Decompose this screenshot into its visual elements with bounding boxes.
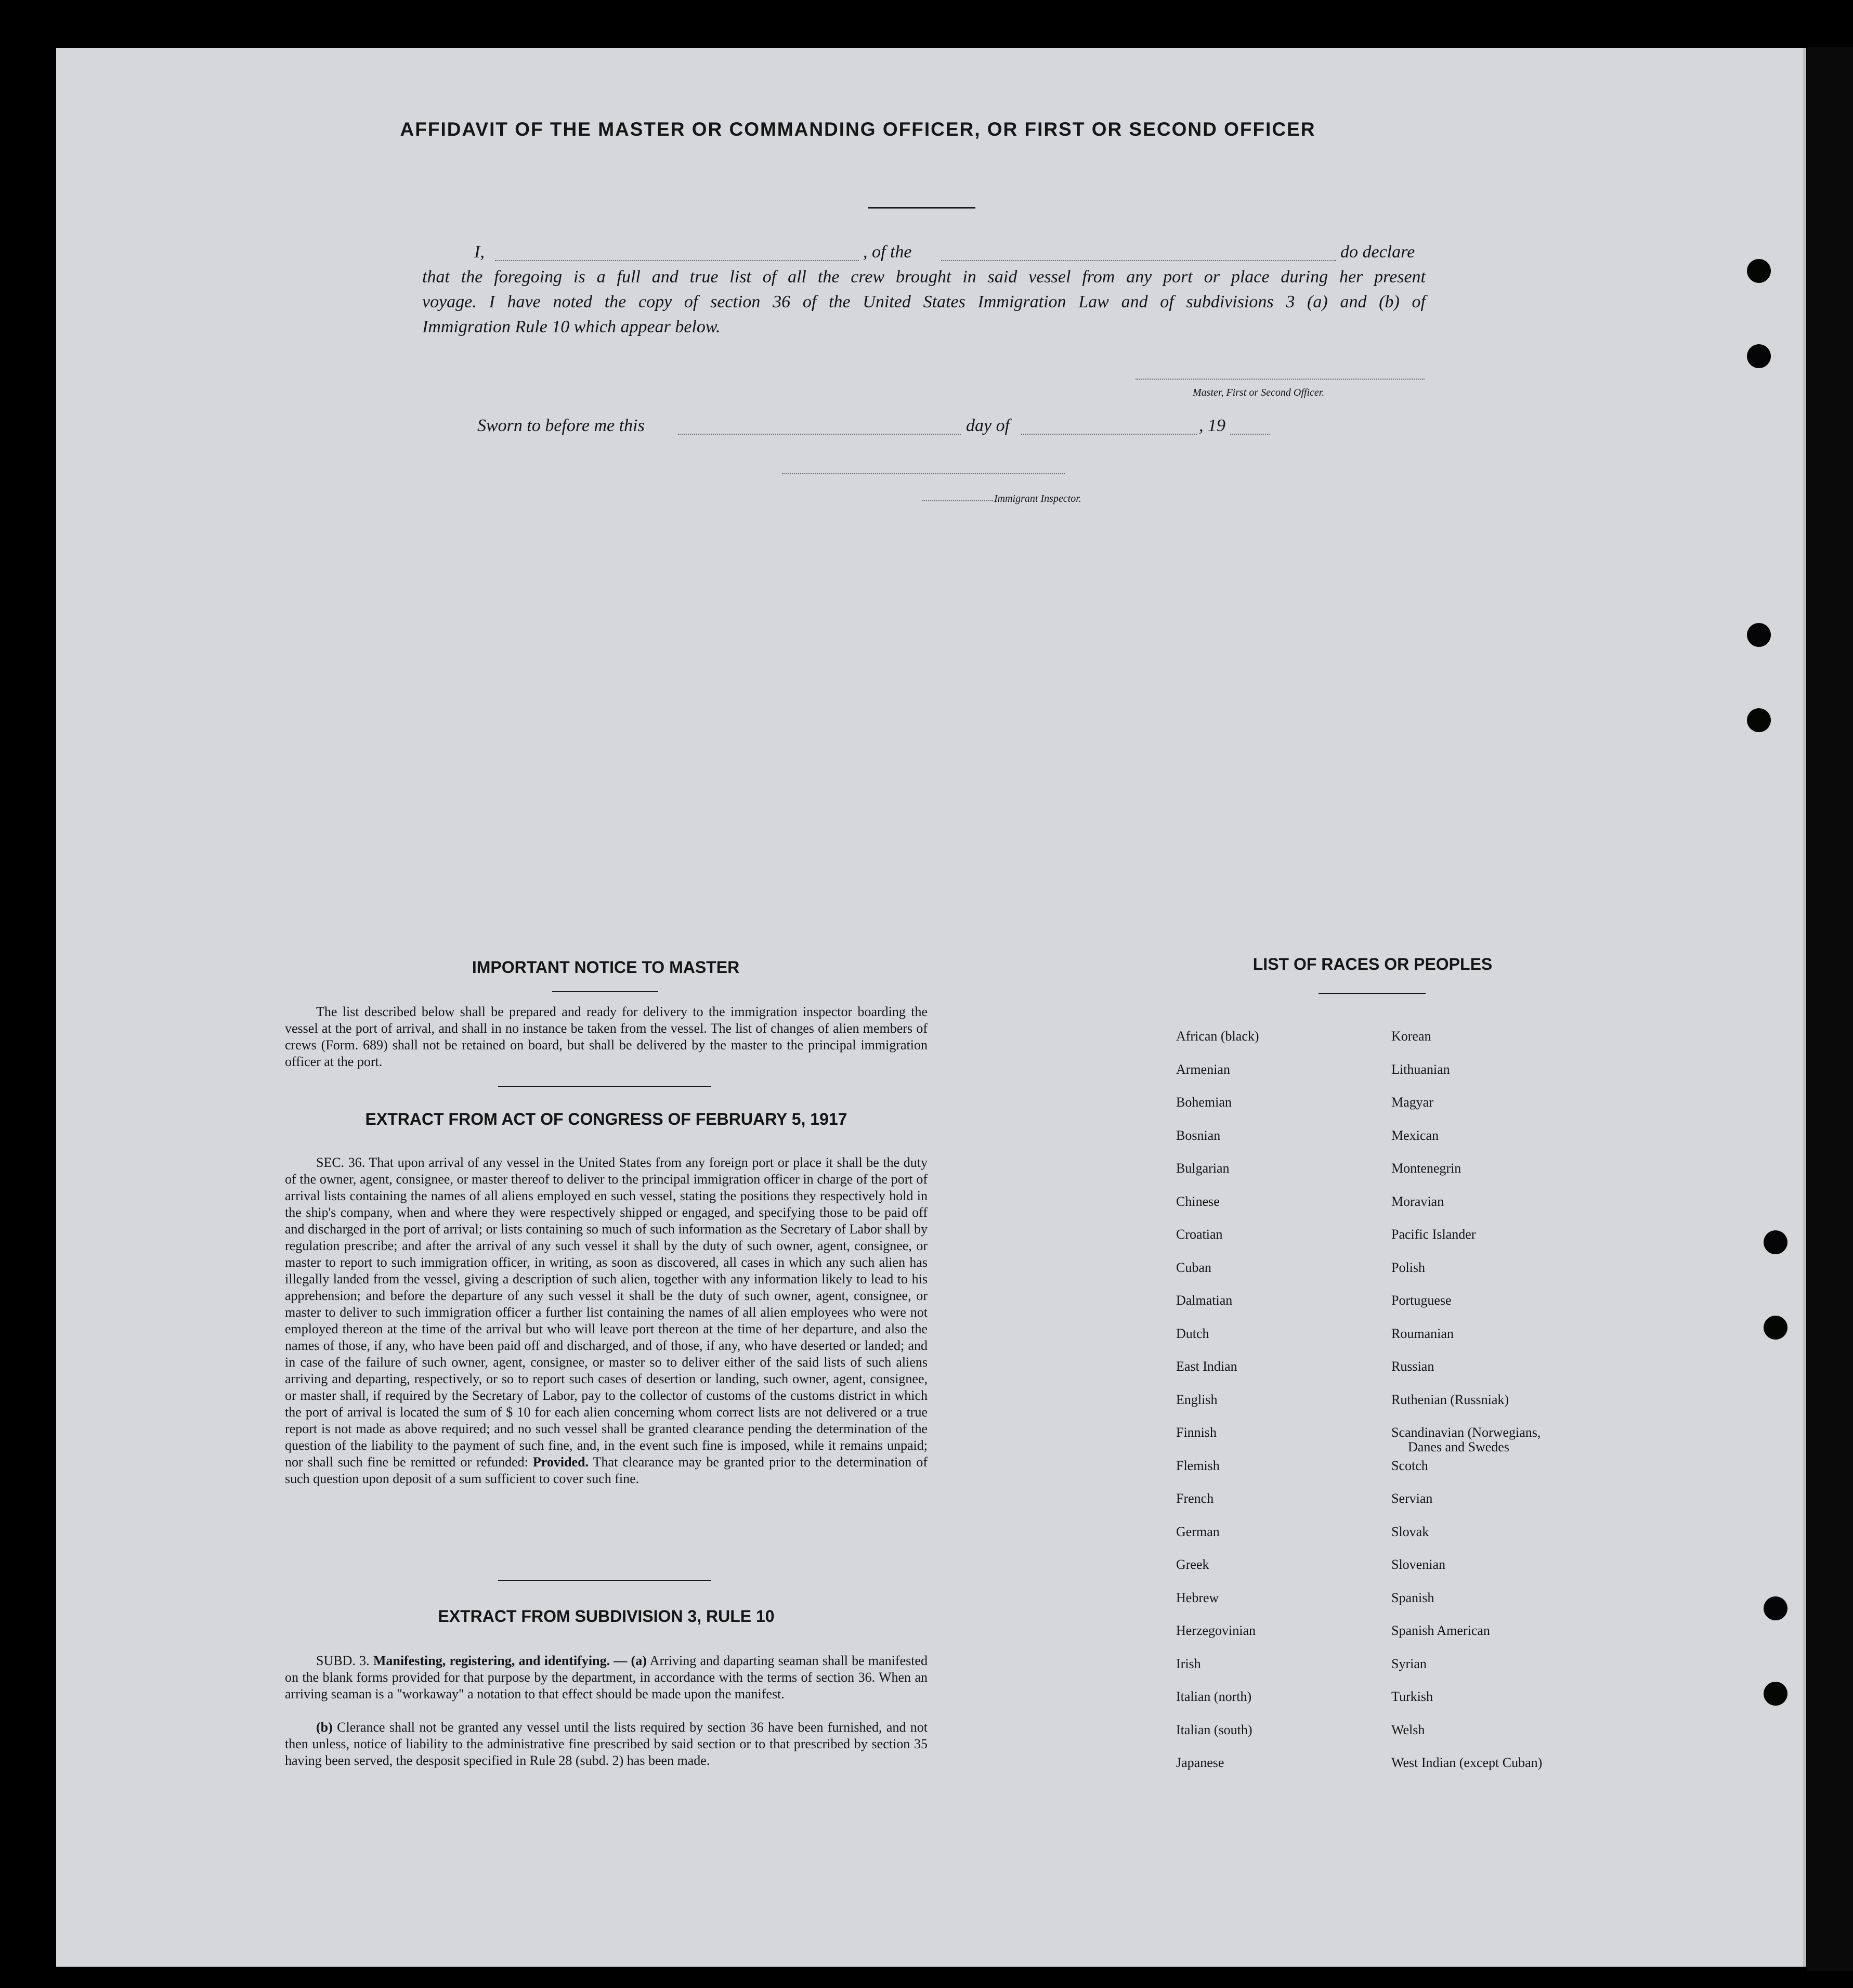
punch-hole [1764,1596,1787,1620]
race-item: Russian [1391,1359,1434,1374]
race-item: Turkish [1391,1689,1433,1704]
race-item: Armenian [1176,1062,1230,1077]
punch-hole [1764,1230,1787,1254]
scanner-edge [1807,47,1853,1971]
notice-title: IMPORTANT NOTICE TO MASTER [472,958,740,977]
act-title: EXTRACT FROM ACT OF CONGRESS OF FEBRUARY 5, 1917 [365,1110,847,1128]
race-item: West Indian (except Cuban) [1391,1755,1543,1770]
affidavit-i: I, [474,242,485,262]
punch-hole [1764,1316,1787,1340]
race-item: Scotch [1391,1458,1428,1473]
race-item: Japanese [1176,1755,1224,1770]
subd-para-a: Arriving and daparting seaman shall be manifested on the blank forms provided for that purpose by the department, in accordance with the terms of section 36. When an arriving seaman is a "workaway" a notation to that effect should be made upon the manifest. [285,1653,928,1701]
day-of-text: day of [966,416,1010,435]
month-blank[interactable] [1021,434,1197,435]
signature-label: Master, First or Second Officer. [1193,387,1325,398]
race-item: Flemish [1176,1458,1220,1473]
race-item: Cuban [1176,1260,1211,1275]
race-item: Hebrew [1176,1590,1219,1605]
race-item: Chinese [1176,1194,1220,1209]
punch-hole [1764,1682,1787,1706]
race-item: Mexican [1391,1128,1439,1143]
race-item: Welsh [1391,1722,1425,1737]
act-text [285,1154,928,1487]
race-item: Greek [1176,1557,1209,1572]
punch-hole [1747,259,1771,283]
race-item: Pacific Islander [1391,1227,1476,1242]
inspector-label: Immigrant Inspector. [994,493,1081,504]
race-item: Bulgarian [1176,1161,1230,1176]
title-rule [868,207,975,209]
race-item: Spanish [1391,1590,1434,1605]
year-blank[interactable] [1230,434,1270,435]
race-item: French [1176,1491,1214,1506]
race-item: Slovak [1391,1524,1429,1539]
race-item: Slovenian [1391,1557,1445,1572]
race-item: Magyar [1391,1095,1433,1110]
race-item: English [1176,1392,1218,1407]
race-item: Ruthenian (Russniak) [1391,1392,1509,1407]
affidavit-declare: do declare [1340,242,1415,262]
affidavit-body-line-2: that the foregoing is a full and true list of all the crew brought in said vessel from any port or place during her present [422,267,1426,287]
race-item: Moravian [1391,1194,1444,1209]
race-item: German [1176,1524,1220,1539]
race-item: Italian (north) [1176,1689,1252,1704]
punch-hole [1747,344,1771,368]
race-item: Montenegrin [1391,1161,1461,1176]
subd-heading: Manifesting, registering, and identifying. — (a) [373,1653,647,1668]
sworn-day-blank[interactable] [678,434,961,435]
race-item: Herzegovinian [1176,1623,1256,1638]
race-item: Bosnian [1176,1128,1221,1143]
race-item: Servian [1391,1491,1433,1506]
races-title: LIST OF RACES OR PEOPLES [1252,955,1493,973]
rule10-para-b [285,1719,928,1769]
race-scandinavian-line2: Danes and Swedes [1408,1439,1509,1454]
race-item: Polish [1391,1260,1426,1275]
inspector-line-short [922,500,993,501]
race-item: Dutch [1176,1326,1209,1341]
name-blank[interactable] [495,260,859,261]
race-item: Italian (south) [1176,1722,1252,1737]
rule10-title: EXTRACT FROM SUBDIVISION 3, RULE 10 [438,1607,775,1626]
race-item: Irish [1176,1656,1201,1671]
affidavit-body-line-3: voyage. I have noted the copy of section 36 of the United States Immigration Law and of subdivisions 3 (a) and (b) of [422,292,1426,311]
act-text-main: SEC. 36. That upon arrival of any vessel in the United States from any foreign port or place it shall be the duty of the owner, agent, consignee, or master thereof to deliver to the principal immigration officer in charge of the port of arrival lists containing the names of all aliens employed en such vessel, stating the positions they respectively hold in the ship's company, when and where they were respectively shipped or engaged, and specifying those to be paid off and discharged in the port of arrival; or lists containing so much of such information as the Secretary of Labor shall by regulation prescribe; and after the arrival of any such vessel it shall by the duty of such owner, agent, consignee, or master to report to such immigration officer, in writing, as soon as discovered, all cases in which any such alien has illegally landed from the vessel, giving a description of such alien, together with any information likely to lead to his apprehension; and before the departure of any such vessel it shall be the duty of such owner, agent, consignee, or master to deliver to such immigration officer a further list containing the names of all alien employees who were not employed thereon at the time of the arrival but who will leave port thereon at the time of her departure, and also the names of those, if any, who have been paid off and discharged, and of those, if any, who have deserted or landed; and in case of the failure of such owner, agent, consignee, or master so to deliver either of the said lists of such aliens arriving and departing, respectively, or so to report such cases of desertion or landing, such owner, agent, consignee, or master shall, if required by the Secretary of Labor, pay to the collector of customs of the customs district in which the port of arrival is located the sum of $ 10 for each alien concerning whom correct lists are not delivered or a true report is not made as above required; and no such vessel shall be granted clearance pending the determination of the question of the liability to the payment of such fine, and, in the event such fine is imposed, while it remains unpaid; nor shall such fine be remitted or refunded: [285,1155,928,1470]
races-rule [1319,993,1426,994]
race-item: Portuguese [1391,1293,1452,1308]
b-label: (b) [316,1720,333,1735]
notice-end-rule [498,1086,711,1087]
subd-prefix: SUBD. 3. [316,1653,370,1668]
race-item: Lithuanian [1391,1062,1450,1077]
race-item: Croatian [1176,1227,1223,1242]
inspector-line[interactable] [782,473,1065,474]
punch-hole [1747,623,1771,647]
act-text-end: That clearance may be granted prior to the determination of such question upon deposit of a sum sufficient to cover such fine. [285,1454,928,1486]
subd-para-b: Clerance shall not be granted any vessel until the lists required by section 36 have been furnished, and not then unless, notice of liability to the administrative fine prescribed by said section or to that prescribed by section 35 having been served, the desposit specified in Rule 28 (subd. 2) has been made. [285,1720,928,1768]
rule10-para-a [285,1653,928,1703]
vessel-blank[interactable] [941,260,1336,261]
affidavit-body-line-4: Immigration Rule 10 which appear below. [422,317,721,336]
race-item: Korean [1391,1029,1431,1044]
race-item: Finnish [1176,1425,1217,1440]
race-item: Syrian [1391,1656,1427,1671]
race-item: Bohemian [1176,1095,1232,1110]
act-provided: Provided. [532,1454,589,1470]
notice-rule [552,991,658,992]
race-item: Scandinavian (Norwegians, [1391,1425,1541,1440]
act-end-rule [498,1580,711,1581]
race-item: African (black) [1176,1029,1259,1044]
affidavit-of-the: , of the [863,242,912,262]
race-item: Roumanian [1391,1326,1454,1341]
punch-hole [1747,708,1771,732]
notice-text: The list described below shall be prepared and ready for delivery to the immigration inspector boarding the vessel at the port of arrival, and shall in no instance be taken from the vessel. The list of changes of alien members of crews (Form. 689) shall not be retained on board, but shall be delivered by the master to the principal immigration officer at the port. [285,1004,928,1069]
race-item: East Indian [1176,1359,1237,1374]
signature-line[interactable] [1136,379,1425,380]
sworn-text: Sworn to before me this [477,416,645,435]
affidavit-title: AFFIDAVIT OF THE MASTER OR COMMANDING OFFICER, OR FIRST OR SECOND OFFICER [400,119,1316,140]
race-item: Spanish American [1391,1623,1490,1638]
race-item: Dalmatian [1176,1293,1233,1308]
year-text: , 19 [1199,416,1225,435]
